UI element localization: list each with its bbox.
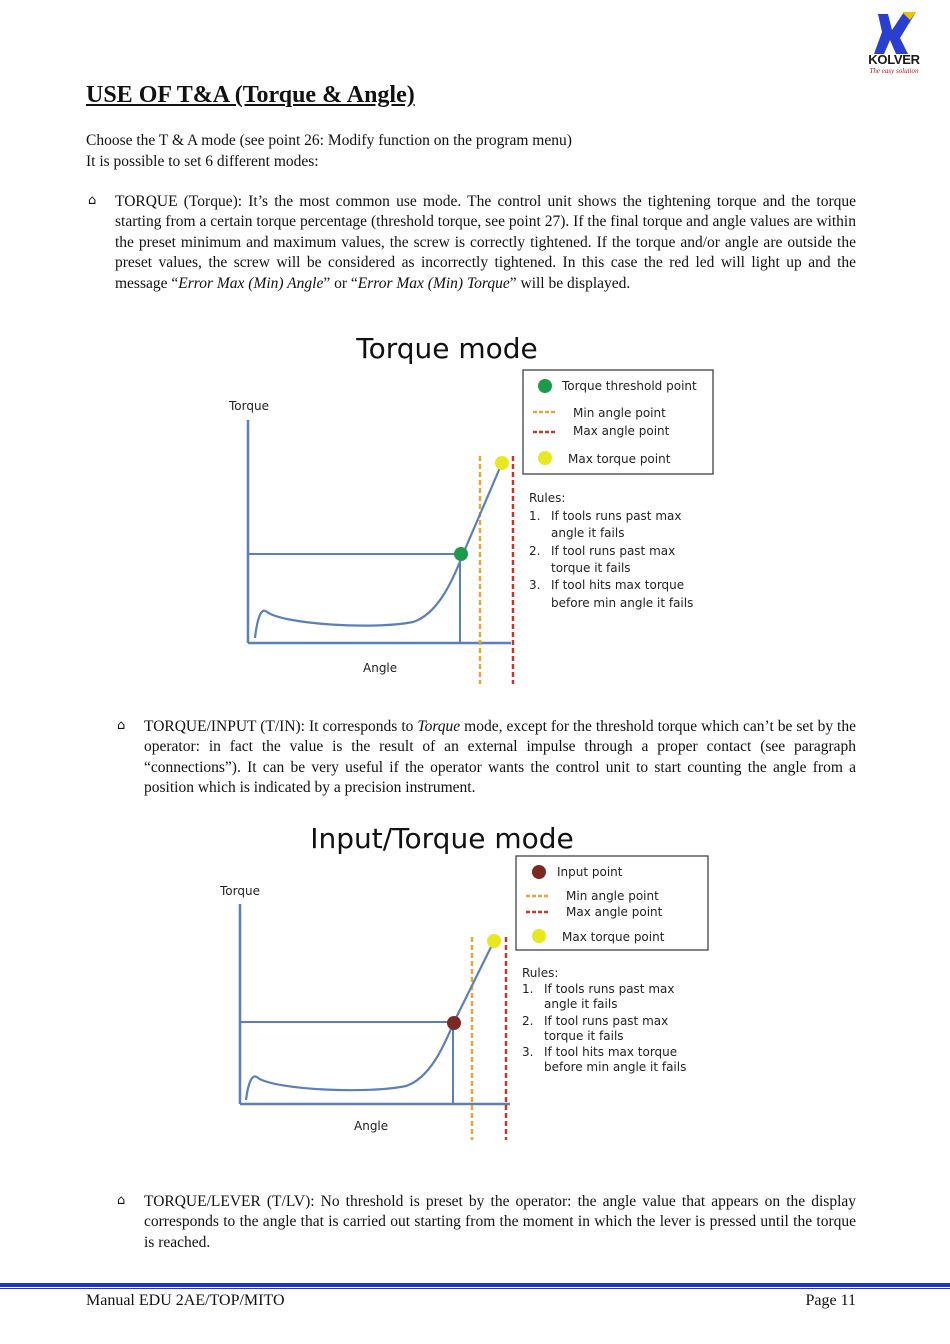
footer-manual-name: Manual EDU 2AE/TOP/MITO [86, 1292, 285, 1309]
rule-text: angle it fails [544, 997, 618, 1011]
input-torque-mode-diagram [198, 810, 733, 1167]
legend-max-torque: Max torque point [562, 930, 665, 944]
rules-title: Rules: [522, 966, 559, 980]
rule-text: If tools runs past max [551, 509, 682, 523]
bullet-icon: ⌂ [117, 1193, 126, 1208]
rule-text: torque it fails [544, 1029, 624, 1043]
rule-text: If tools runs past max [544, 982, 675, 996]
rule-text: before min angle it fails [544, 1060, 687, 1074]
rule-number: 3. [529, 578, 541, 592]
rule-number: 1. [529, 509, 541, 523]
bullet-icon: ⌂ [117, 718, 126, 733]
footer-rule [0, 1283, 950, 1287]
legend-max-torque: Max torque point [568, 452, 671, 466]
rule-number: 1. [522, 982, 534, 996]
bullet-icon: ⌂ [88, 193, 97, 208]
diagram-title: Input/Torque mode [310, 822, 574, 855]
diagram-title: Torque mode [356, 332, 538, 365]
max-torque-point [487, 934, 501, 948]
legend-min-angle: Min angle point [566, 889, 659, 903]
rule-text: If tool hits max torque [544, 1045, 678, 1059]
legend-max-angle: Max angle point [573, 424, 670, 438]
x-axis-label: Angle [363, 661, 398, 675]
legend-max-torque-icon [532, 929, 546, 943]
rule-text: torque it fails [551, 561, 631, 575]
rule-number: 2. [529, 544, 541, 558]
footer-page-number: Page 11 [805, 1292, 856, 1309]
torque-mode-diagram [193, 320, 748, 705]
legend-min-angle: Min angle point [573, 406, 666, 420]
x-axis-label: Angle [354, 1119, 389, 1133]
legend-input: Input point [557, 865, 623, 879]
logo-brand: KOLVER [868, 52, 920, 67]
bullet-torque-text: TORQUE (Torque): It’s the most common use mode. The control unit shows the tightening torque and the torque starting from a certain torque percentage (threshold torque, see point 27). If the final torque and angle values are within the preset minimum and maximum values, the screw is correctly tightened. If the torque and/or angle are outside the preset values, the screw will be considered as incorrectly tightened. In this case the red led will light up and the message “Error Max (Min) Angle” or “Error Max (Min) Torque” will be displayed. [115, 193, 856, 292]
intro-line-1: Choose the T & A mode (see point 26: Modify function on the program menu) [86, 132, 572, 149]
threshold-point [454, 547, 468, 561]
legend-threshold: Torque threshold point [562, 379, 697, 393]
bullet-torque-input-text: TORQUE/INPUT (T/IN): It corresponds to Torque mode, except for the threshold torque which can’t be set by the operator: in fact the value is the result of an external impulse through a proper contact (see paragraph “connections”). It can be very useful if the operator wants the control unit to start counting the angle from a position which is indicated by a precision instrument. [144, 718, 856, 797]
bullet-torque-lever-text: TORQUE/LEVER (T/LV): No threshold is preset by the operator: the angle value that appears on the display corresponds to the angle that is carried out starting from the moment in which the lever is pressed until the torque is reached. [144, 1193, 856, 1251]
page-title: USE OF T&A (Torque & Angle) [86, 82, 415, 108]
rule-text: If tool hits max torque [551, 578, 685, 592]
legend-max-angle: Max angle point [566, 905, 663, 919]
rule-number: 3. [522, 1045, 534, 1059]
rules-title: Rules: [529, 491, 566, 505]
rule-text: If tool runs past max [551, 544, 676, 558]
rule-number: 2. [522, 1014, 534, 1028]
rule-text: before min angle it fails [551, 596, 694, 610]
max-torque-point [495, 456, 509, 470]
footer-rule-thin [0, 1288, 950, 1289]
legend-input-icon [532, 865, 546, 879]
rule-text: If tool runs past max [544, 1014, 669, 1028]
legend-max-torque-icon [538, 451, 552, 465]
rule-text: angle it fails [551, 526, 625, 540]
y-axis-label: Torque [229, 399, 269, 413]
legend-threshold-icon [538, 379, 552, 393]
logo-tagline: The easy solution [869, 67, 919, 75]
intro-line-2: It is possible to set 6 different modes: [86, 153, 319, 170]
y-axis-label: Torque [220, 884, 260, 898]
input-point [447, 1016, 461, 1030]
